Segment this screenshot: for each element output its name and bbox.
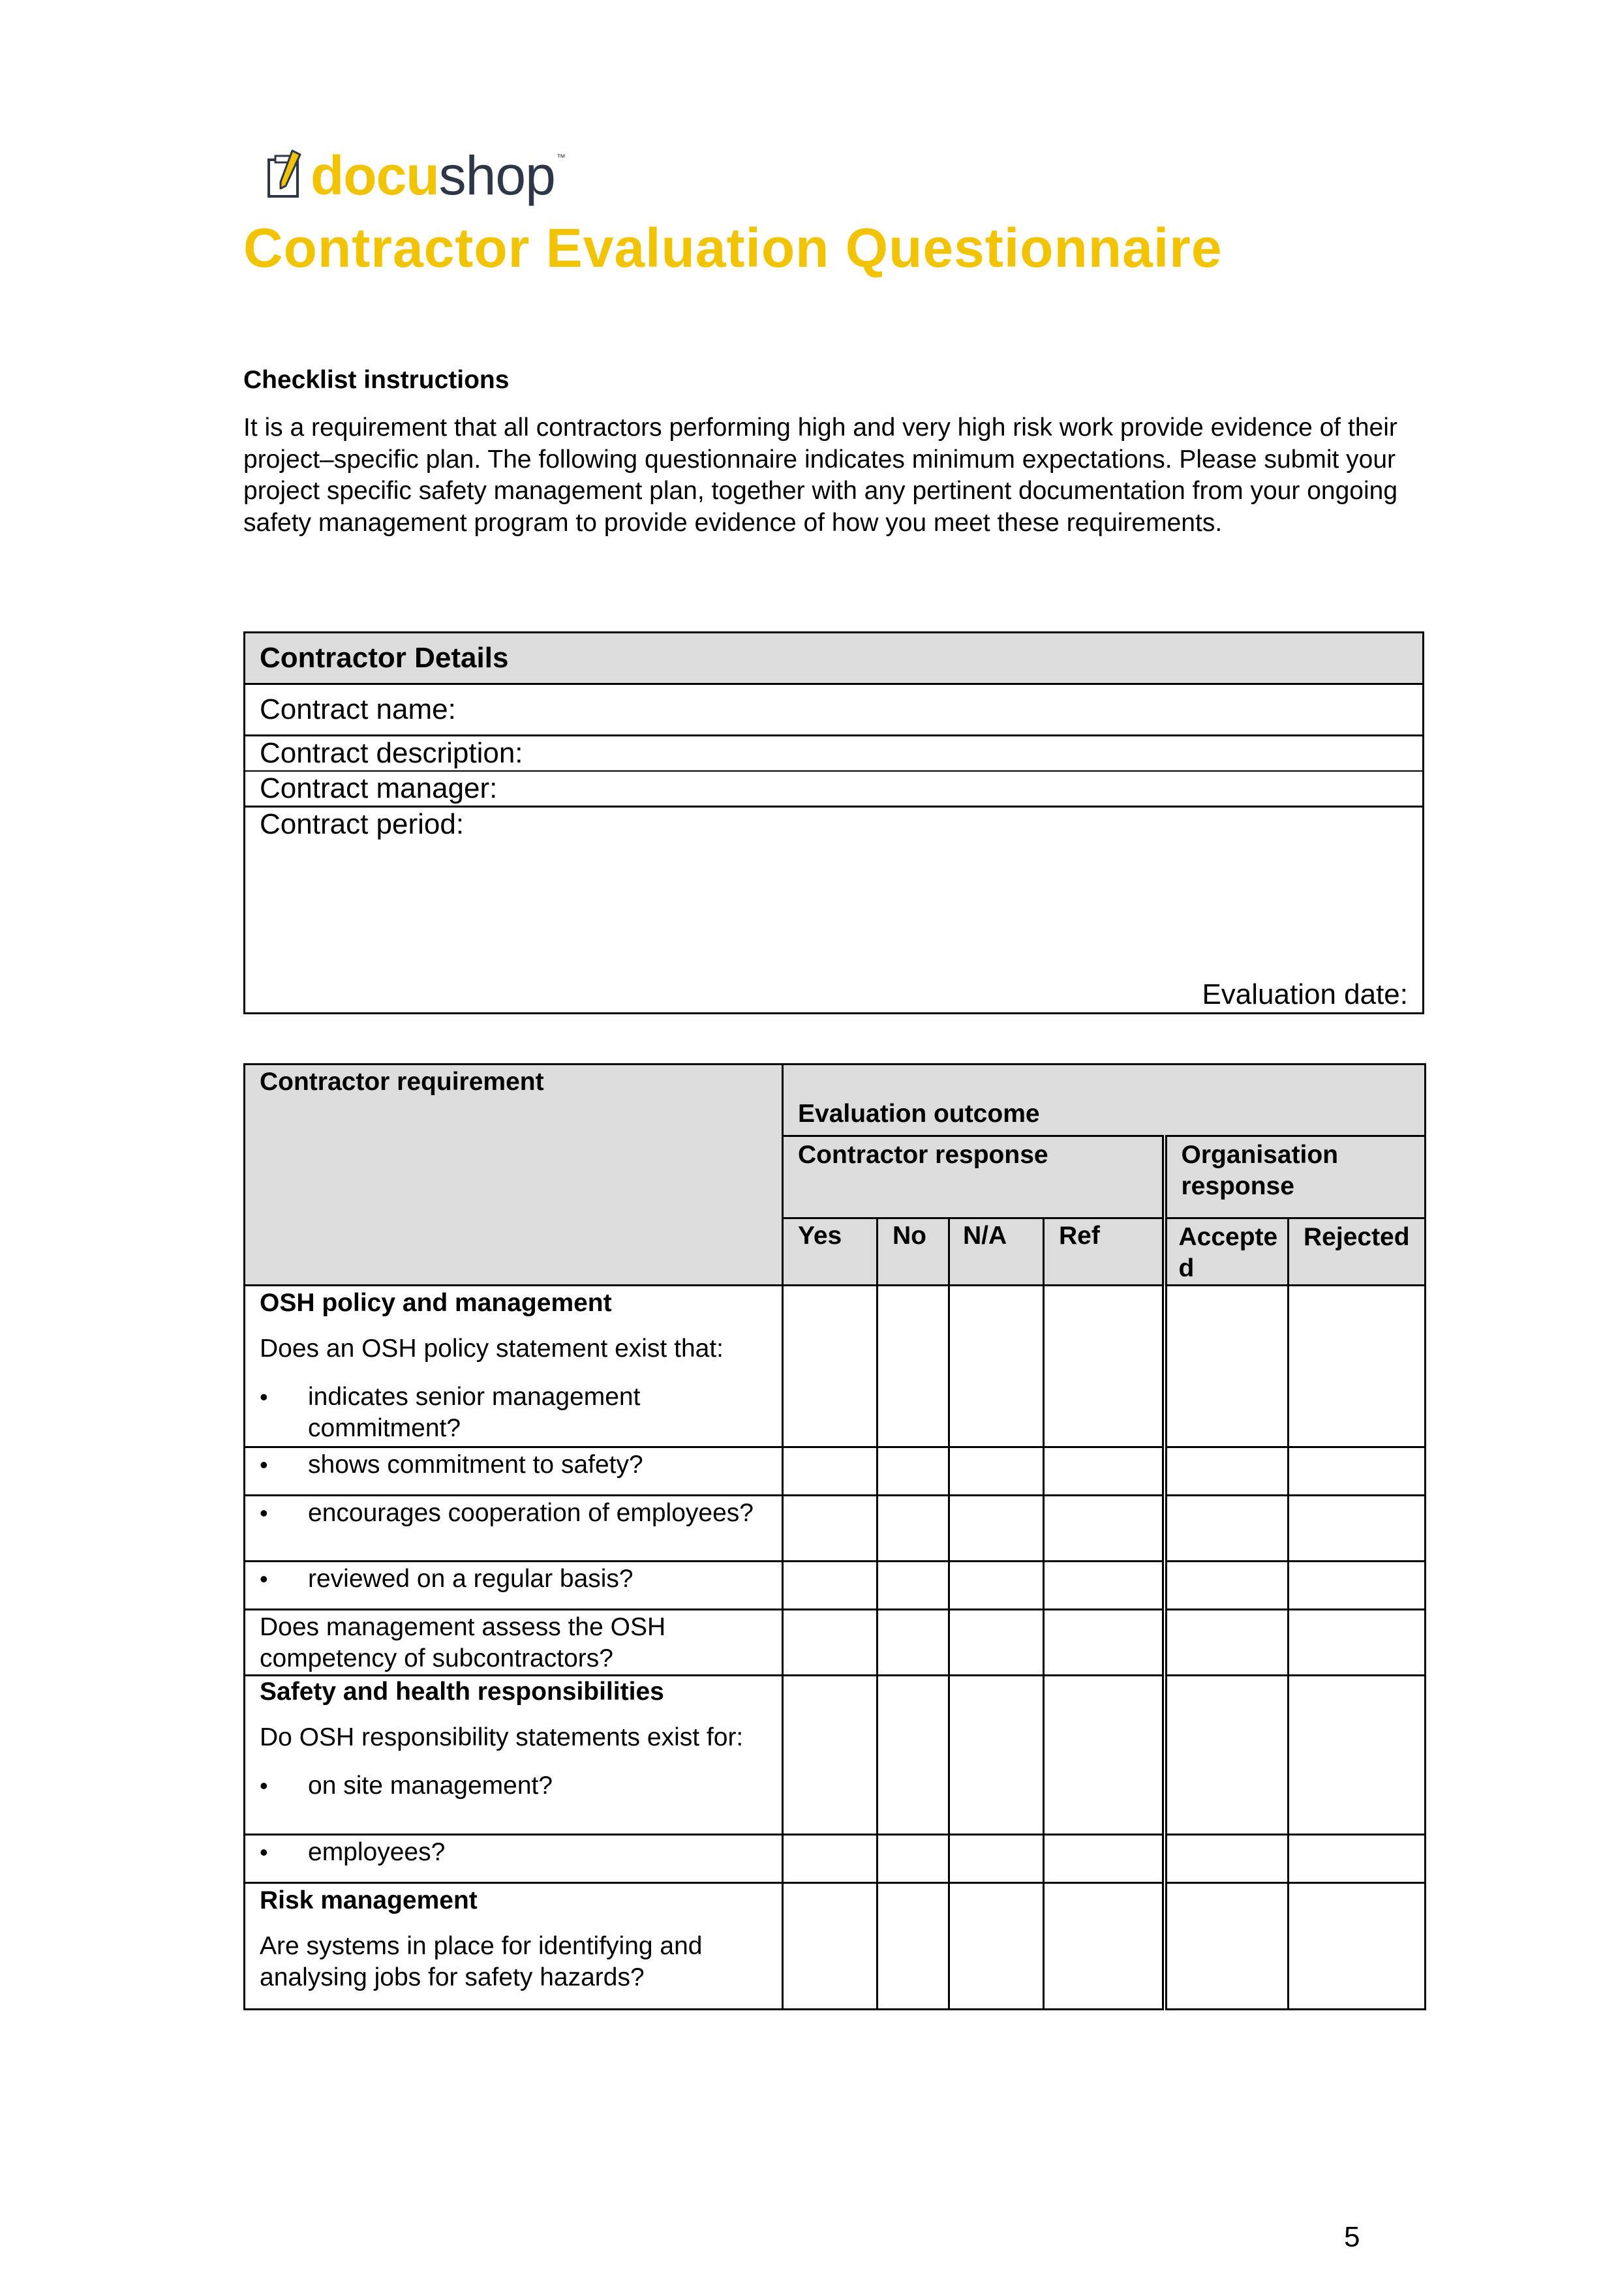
na-checkbox[interactable] <box>949 1676 1044 1835</box>
logo-wordmark <box>311 145 555 205</box>
yes-checkbox[interactable] <box>783 1496 878 1562</box>
na-checkbox[interactable] <box>949 1883 1044 2010</box>
instructions-body: It is a requirement that all contractors performing high and very high risk work provide evidence of their project–specific plan. The following questionnaire indicates minimum expectations. Please submit your project specific safety management plan, together with any pertinent documentation from your ongoing safety management program to provide evidence of how you meet these requirements. <box>243 414 1398 537</box>
table-row <box>245 1447 1426 1496</box>
no-checkbox[interactable] <box>878 1447 949 1496</box>
col-header-evaluation-outcome: Evaluation outcome <box>783 1065 1426 1136</box>
table-row <box>245 1286 1426 1447</box>
question-text: Do OSH responsibility statements exist for: <box>260 1723 744 1751</box>
no-checkbox[interactable] <box>878 1496 949 1562</box>
na-checkbox[interactable] <box>949 1562 1044 1610</box>
na-checkbox[interactable] <box>949 1286 1044 1447</box>
yes-checkbox[interactable] <box>783 1676 878 1835</box>
instructions-heading: Checklist instructions <box>243 366 510 394</box>
ref-field[interactable] <box>1044 1676 1165 1835</box>
requirement-cell <box>245 1883 783 2010</box>
ref-field[interactable] <box>1044 1610 1165 1676</box>
yes-checkbox[interactable] <box>783 1447 878 1496</box>
table-row <box>245 1883 1426 2010</box>
na-checkbox[interactable] <box>949 1610 1044 1676</box>
ref-field[interactable] <box>1044 1286 1165 1447</box>
no-checkbox[interactable] <box>878 1835 949 1883</box>
na-checkbox[interactable] <box>949 1496 1044 1562</box>
bullet-item: • encourages cooperation of employees? <box>245 1498 769 1529</box>
contract-description-field[interactable]: Contract description: <box>245 736 1424 772</box>
yes-checkbox[interactable] <box>783 1883 878 2010</box>
details-heading: Contractor Details <box>245 633 1424 684</box>
rejected-checkbox[interactable] <box>1289 1562 1426 1610</box>
requirements-table <box>243 1063 1426 2010</box>
evaluation-date-label: Evaluation date: <box>1202 978 1408 1010</box>
clipboard-pencil-icon <box>266 148 305 200</box>
contractor-details-table <box>243 631 1424 1014</box>
col-header-rejected: Rejected <box>1289 1218 1426 1286</box>
yes-checkbox[interactable] <box>783 1835 878 1883</box>
accepted-checkbox[interactable] <box>1165 1610 1289 1676</box>
bullet-item: • employees? <box>245 1837 769 1868</box>
contract-period-field[interactable] <box>245 807 1424 1014</box>
docushop-logo <box>266 140 566 205</box>
col-header-contractor-response: Contractor response <box>783 1136 1165 1218</box>
requirement-cell <box>245 1676 783 1835</box>
col-header-yes: Yes <box>783 1218 878 1286</box>
no-checkbox[interactable] <box>878 1562 949 1610</box>
rejected-checkbox[interactable] <box>1289 1447 1426 1496</box>
ref-field[interactable] <box>1044 1447 1165 1496</box>
question-text: Are systems in place for identifying and analysing jobs for safety hazards? <box>260 1932 703 1991</box>
no-checkbox[interactable] <box>878 1676 949 1835</box>
table-row <box>245 1610 1426 1676</box>
section-title-risk-management: Risk management <box>260 1886 478 1914</box>
contract-name-field[interactable]: Contract name: <box>245 684 1424 736</box>
yes-checkbox[interactable] <box>783 1286 878 1447</box>
na-checkbox[interactable] <box>949 1835 1044 1883</box>
accepted-checkbox[interactable] <box>1165 1676 1289 1835</box>
ref-field[interactable] <box>1044 1883 1165 2010</box>
requirement-cell <box>245 1496 783 1562</box>
yes-checkbox[interactable] <box>783 1610 878 1676</box>
rejected-checkbox[interactable] <box>1289 1835 1426 1883</box>
section-title-osh-policy: OSH policy and management <box>260 1289 612 1317</box>
bullet-item: • indicates senior management commitment? <box>245 1382 769 1444</box>
rejected-checkbox[interactable] <box>1289 1496 1426 1562</box>
contract-period-label: Contract period: <box>260 808 465 840</box>
col-header-organisation-response: Organisation response <box>1165 1136 1426 1218</box>
question-text: Does an OSH policy statement exist that: <box>260 1335 724 1363</box>
requirement-cell <box>245 1447 783 1496</box>
accepted-checkbox[interactable] <box>1165 1286 1289 1447</box>
col-header-no: No <box>878 1218 949 1286</box>
col-header-ref: Ref <box>1044 1218 1165 1286</box>
requirement-cell <box>245 1835 783 1883</box>
yes-checkbox[interactable] <box>783 1562 878 1610</box>
no-checkbox[interactable] <box>878 1883 949 2010</box>
table-row <box>245 1676 1426 1835</box>
table-row <box>245 1835 1426 1883</box>
no-checkbox[interactable] <box>878 1610 949 1676</box>
accepted-checkbox[interactable] <box>1165 1496 1289 1562</box>
page-number: 5 <box>1344 2221 1360 2253</box>
logo-trademark: ™ <box>556 152 566 162</box>
ref-field[interactable] <box>1044 1496 1165 1562</box>
accepted-checkbox[interactable] <box>1165 1835 1289 1883</box>
col-header-accepted: Accepte d <box>1165 1218 1289 1286</box>
accepted-checkbox[interactable] <box>1165 1883 1289 2010</box>
section-title-responsibilities: Safety and health responsibilities <box>260 1678 664 1706</box>
rejected-checkbox[interactable] <box>1289 1286 1426 1447</box>
rejected-checkbox[interactable] <box>1289 1883 1426 2010</box>
col-header-requirement: Contractor requirement <box>245 1065 783 1286</box>
logo-shop: shop <box>438 145 555 206</box>
accepted-checkbox[interactable] <box>1165 1447 1289 1496</box>
rejected-checkbox[interactable] <box>1289 1676 1426 1835</box>
ref-field[interactable] <box>1044 1562 1165 1610</box>
ref-field[interactable] <box>1044 1835 1165 1883</box>
document-title: Contractor Evaluation Questionnaire <box>243 217 1223 279</box>
table-row <box>245 1496 1426 1562</box>
accepted-checkbox[interactable] <box>1165 1562 1289 1610</box>
requirement-cell <box>245 1562 783 1610</box>
no-checkbox[interactable] <box>878 1286 949 1447</box>
bullet-item: • on site management? <box>245 1770 769 1802</box>
logo-docu: docu <box>311 145 439 206</box>
rejected-checkbox[interactable] <box>1289 1610 1426 1676</box>
na-checkbox[interactable] <box>949 1447 1044 1496</box>
table-row <box>245 1562 1426 1610</box>
requirement-cell <box>245 1286 783 1447</box>
question-text: Does management assess the OSH competency of subcontractors? <box>245 1610 783 1676</box>
bullet-item: • shows commitment to safety? <box>245 1449 769 1481</box>
bullet-item: • reviewed on a regular basis? <box>245 1563 769 1595</box>
contract-manager-field[interactable]: Contract manager: <box>245 771 1424 807</box>
col-header-na: N/A <box>949 1218 1044 1286</box>
